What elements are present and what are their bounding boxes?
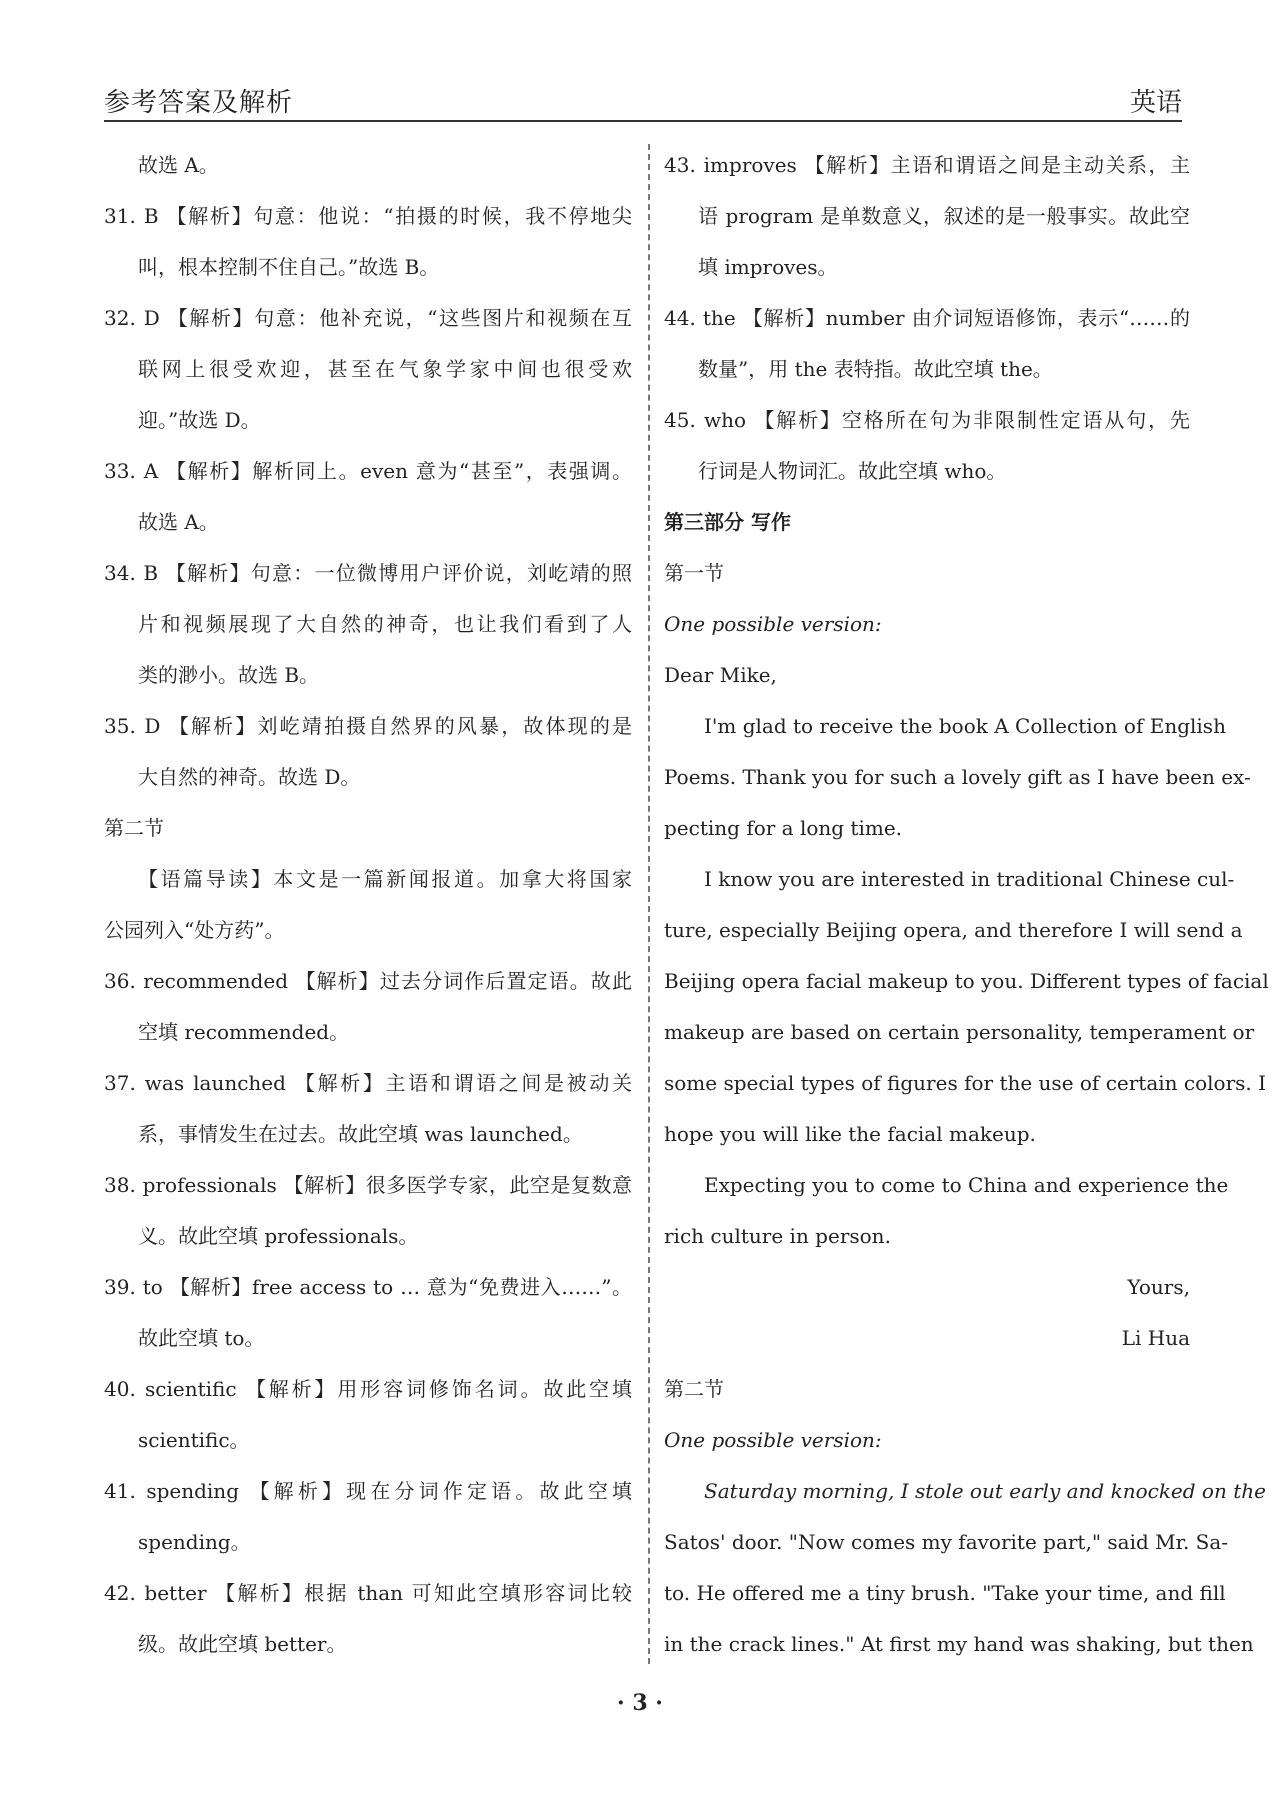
text-line: Beijing opera facial makeup to you. Different types of facial (664, 969, 1269, 993)
text-line: 联网上很受欢迎，甚至在气象学家中间也很受欢 (138, 357, 632, 381)
text-line: 故此空填 to。 (138, 1326, 265, 1350)
text-line: 故选 A。 (138, 153, 219, 177)
text-line: spending。 (138, 1530, 251, 1554)
text-line: One possible version: (664, 1428, 882, 1452)
text-line: makeup are based on certain personality, temperament or (664, 1020, 1255, 1044)
text-line: 35. D 【解析】刘屹靖拍摄自然界的风暴，故体现的是 (104, 714, 632, 738)
text-line: some special types of figures for the use of certain colors. I (664, 1071, 1267, 1095)
text-line: 38. professionals 【解析】很多医学专家，此空是复数意 (104, 1173, 632, 1197)
header-subject: 英语 (1129, 88, 1182, 118)
text-line: Dear Mike, (664, 663, 777, 687)
text-line: 义。故此空填 professionals。 (138, 1224, 419, 1248)
text-line: 第一节 (664, 561, 724, 585)
right-column (664, 140, 1269, 1670)
text-line: 32. D 【解析】句意：他补充说，“这些图片和视频在互 (104, 306, 632, 330)
text-line: 级。故此空填 better。 (138, 1632, 347, 1656)
text-line: hope you will like the facial makeup. (664, 1122, 1036, 1146)
text-line: 叫，根本控制不住自己。”故选 B。 (138, 255, 440, 279)
column-divider (648, 144, 650, 1664)
text-line: to. He offered me a tiny brush. "Take your time, and fill (664, 1581, 1226, 1605)
text-line: 系，事情发生在过去。故此空填 was launched。 (138, 1122, 583, 1146)
text-line: 40. scientific 【解析】用形容词修饰名词。故此空填 (104, 1377, 632, 1401)
text-line: 数量”，用 the 表特指。故此空填 the。 (698, 357, 1053, 381)
text-line: Expecting you to come to China and experience the (704, 1173, 1229, 1197)
text-line: 36. recommended 【解析】过去分词作后置定语。故此 (104, 969, 632, 993)
text-line: 填 improves。 (698, 255, 838, 279)
text-line: 大自然的神奇。故选 D。 (138, 765, 361, 789)
text-line: scientific。 (138, 1428, 250, 1452)
text-line: Yours, (1127, 1275, 1190, 1299)
text-line: 45. who 【解析】空格所在句为非限制性定语从句，先 (664, 408, 1190, 432)
text-line: 语 program 是单数意义，叙述的是一般事实。故此空 (698, 204, 1190, 228)
text-line: 第二节 (104, 816, 164, 840)
text-line: pecting for a long time. (664, 816, 903, 840)
text-line: 公园列入“处方药”。 (104, 918, 285, 942)
text-line: 44. the 【解析】number 由介词短语修饰，表示“……的 (664, 306, 1190, 330)
text-line: 34. B 【解析】句意：一位微博用户评价说，刘屹靖的照 (104, 561, 632, 585)
text-line: 第三部分 写作 (664, 510, 791, 534)
text-line: 33. A 【解析】解析同上。even 意为“甚至”，表强调。 (104, 459, 632, 483)
text-line: Li Hua (1121, 1326, 1190, 1350)
text-line: 37. was launched 【解析】主语和谓语之间是被动关 (104, 1071, 632, 1095)
text-line: Saturday morning, I stole out early and knocked on the (704, 1479, 1266, 1503)
header-rule (104, 120, 1182, 122)
text-line: 【语篇导读】本文是一篇新闻报道。加拿大将国家 (138, 867, 632, 891)
text-line: 41. spending 【解析】现在分词作定语。故此空填 (104, 1479, 632, 1503)
text-line: ture, especially Beijing opera, and therefore I will send a (664, 918, 1243, 942)
text-line: Poems. Thank you for such a lovely gift as I have been ex- (664, 765, 1251, 789)
text-line: 31. B 【解析】句意：他说：“拍摄的时候，我不停地尖 (104, 204, 632, 228)
text-line: Satos' door. "Now comes my favorite part," said Mr. Sa- (664, 1530, 1229, 1554)
text-line: in the crack lines." At first my hand was shaking, but then (664, 1632, 1254, 1656)
page-header (104, 76, 1182, 122)
header-title: 参考答案及解析 (104, 88, 294, 118)
left-column (104, 140, 632, 1670)
text-line: 片和视频展现了大自然的神奇，也让我们看到了人 (138, 612, 632, 636)
text-line: 故选 A。 (138, 510, 219, 534)
text-line: 第二节 (664, 1377, 724, 1401)
text-line: rich culture in person. (664, 1224, 891, 1248)
text-line: 空填 recommended。 (138, 1020, 350, 1044)
text-line: 39. to 【解析】free access to … 意为“免费进入……”。 (104, 1275, 632, 1299)
text-line: 42. better 【解析】根据 than 可知此空填形容词比较 (104, 1581, 632, 1605)
text-line: 类的渺小。故选 B。 (138, 663, 320, 687)
text-line: One possible version: (664, 612, 882, 636)
page-number: · 3 · (617, 1690, 663, 1716)
text-line: I know you are interested in traditional Chinese cul- (704, 867, 1235, 891)
text-line: I'm glad to receive the book A Collection of English (704, 714, 1226, 738)
text-line: 43. improves 【解析】主语和谓语之间是主动关系，主 (664, 153, 1190, 177)
text-line: 行词是人物词汇。故此空填 who。 (698, 459, 1007, 483)
text-line: 迎。”故选 D。 (138, 408, 261, 432)
